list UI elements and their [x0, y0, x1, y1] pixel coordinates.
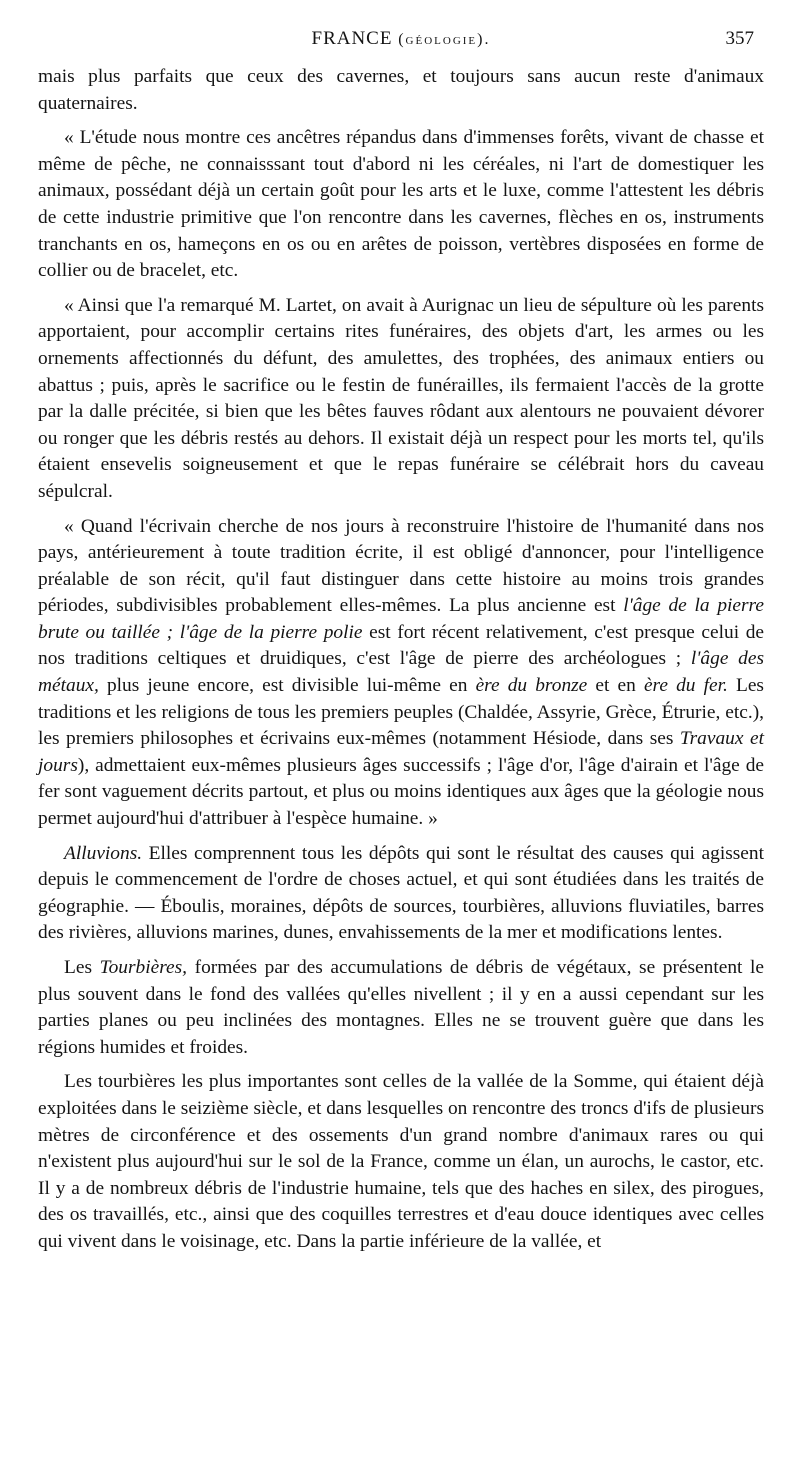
text-run: Les traditions et les religions de tous les premiers peuples (Chaldée, Assyrie, Grèce, Étrurie, etc.), les premiers philosophes et écrivains eux-mêmes (notamment Hésiode, dans ses	[38, 675, 764, 750]
page-number: 357	[725, 28, 754, 49]
italic-text: ère du fer.	[643, 675, 728, 697]
text-run: « L'étude nous montre ces ancêtres répandus dans d'immenses forêts, vivant de chasse et même de pêche, ne connaisssant tout d'abord ni les céréales, ni l'art de domestiquer les animaux, possédant déjà un certain goût pour les arts et le luxe, comme l'attestent les débris de cette industrie primitive que l'on rencontre dans les cavernes, flèches en os, instruments tranchants en os, hameçons en os ou en arêtes de poisson, vertèbres disposées en forme de collier ou de bracelet, etc.	[38, 127, 764, 282]
text-run: « Ainsi que l'a remarqué M. Lartet, on avait à Aurignac un lieu de sépulture où les parents apportaient, pour accomplir certains rites funéraires, des objets d'art, les armes ou les ornements affectionnés du défunt, des amulettes, des trophées, des animaux entiers ou abattus ; puis, après le sacrifice ou le festin de funérailles, ils fermaient l'accès de la grotte par la dalle précitée, si bien que les bêtes fauves rôdant aux alentours ne pouvaient dévorer ou ronger que les débris restés au dehors. Il existait déjà un respect pour les morts tel, qu'ils étaient ensevelis soigneusement et que le repas funéraire se célébrait hors du caveau sépulcral.	[38, 294, 764, 502]
text-run: formées par des accumulations de débris de végétaux, se présentent le plus souvent dans le fond des vallées qu'elles nivellent ; il y en a aussi cependant sur les parties planes ou peu inclinées des montagnes. Elles ne se trouvent guère que dans les régions humides et froides.	[38, 957, 764, 1058]
italic-text: Alluvions.	[64, 842, 143, 864]
running-title	[38, 28, 764, 50]
body-text	[38, 64, 764, 1256]
italic-text: Travaux et jours	[38, 728, 764, 776]
text-run: Les tourbières les plus importantes sont celles de la vallée de la Somme, qui étaient déjà exploitées dans le seizième siècle, et dans lesquelles on rencontre des troncs d'ifs de plusieurs mètres de circonférence et des ossements d'un grand nombre d'animaux rares ou qui n'existent plus aujourd'hui sur le sol de la France, comme un élan, un aurochs, le castor, etc. Il y a de nombreux débris de l'industrie humaine, tels que des haches en silex, des pirogues, des os travaillés, etc., ainsi que des coquilles terrestres et d'eau douce identiques avec celles qui vivent dans le voisinage, etc. Dans la partie inférieure de la vallée, et	[38, 1071, 764, 1252]
italic-text: Tourbières,	[99, 957, 188, 978]
text-run: plus jeune encore, est divisible lui-même en	[98, 675, 476, 697]
paragraph	[38, 293, 764, 506]
text-run: Elles comprennent tous les dépôts qui sont le résultat des causes qui agissent depuis le commencement de l'ordre de choses actuel, et qui sont étudiées dans les traités de géographie. — Éboulis, moraines, dépôts de sources, tourbières, alluvions fluviatiles, barres des rivières, alluvions marines, dunes, envahissements de la mer et modifications lentes.	[38, 842, 764, 944]
italic-text: l'âge de la pierre brute ou taillée ; l'âge de la pierre polie	[38, 595, 764, 643]
paragraph	[38, 841, 764, 947]
text-run: et en	[587, 675, 644, 697]
paragraph	[38, 125, 764, 285]
book-page	[38, 28, 764, 1264]
running-header	[38, 28, 764, 56]
running-title-sub: (géologie).	[398, 31, 491, 48]
paragraph	[38, 1069, 764, 1255]
text-run: ), admettaient eux-mêmes plusieurs âges successifs ; l'âge d'or, l'âge d'airain et l'âge de fer sont vaguement décrits partout, et plus ou moins identiques aux âges que la géologie nous permet aujourd'hui d'attribuer à l'espèce humaine. »	[38, 754, 764, 830]
text-run: est fort récent relativement, c'est presque celui de nos traditions celtiques et druidiques, c'est l'âge de pierre des archéologues ;	[38, 621, 765, 670]
text-run: mais plus parfaits que ceux des cavernes, et toujours sans aucun reste d'animaux quaternaires.	[38, 66, 764, 114]
italic-text: ère du bronze	[475, 675, 588, 697]
paragraph	[38, 514, 764, 833]
running-title-main: FRANCE	[311, 28, 393, 49]
paragraph	[38, 64, 764, 117]
text-run: Les	[64, 957, 100, 978]
italic-text: l'âge des métaux,	[38, 648, 764, 697]
text-run: « Quand l'écrivain cherche de nos jours à reconstruire l'histoire de l'humanité dans nos pays, antérieurement à toute tradition écrite, il est obligé d'annoncer, pour l'intelligence préalable de son récit, qu'il faut distinguer dans cette histoire au moins trois grandes périodes, subdivisibles probablement elles-mêmes. La plus ancienne est	[38, 515, 764, 617]
paragraph	[38, 955, 764, 1061]
